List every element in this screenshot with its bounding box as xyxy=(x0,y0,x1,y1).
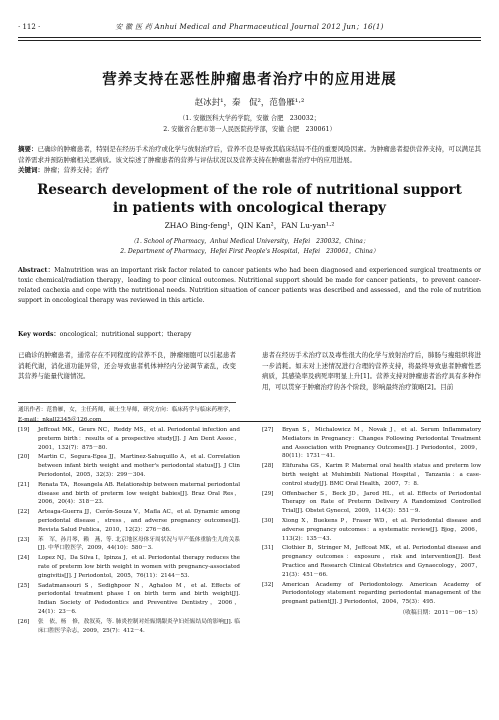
article-title-en xyxy=(0,181,499,217)
affiliation-cn-2: 2. 安徽省合肥市第一人民医院药学部，安徽 合肥 230061） xyxy=(163,126,336,133)
reference-number: [21] xyxy=(18,481,30,488)
reference-text: American Academy of Periodontology. American Academy of Periodontology statement regarding periodontal management of the pregnant patient[J]. J Periodontol，2004，75(3)：495. xyxy=(282,581,481,606)
reference-item xyxy=(262,426,481,461)
reference-text: Arteaga-Guerra JJ，Cerón-Souza V，Mafla AC，et al. Dynamic among periodontal disease，stress，and adverse pregnancy outcomes[J]. Revista Salud Publica，2010，12(2)：276－86. xyxy=(38,509,240,533)
reference-item xyxy=(18,536,240,554)
reference-item xyxy=(18,582,240,617)
reference-text: Sadatmansouri S，Sedighpoor N，Aghaloo M，et al. Effects of periodontal treatment phase I on birth term and birth weight[J]. Indian Society of Pedodontics and Preventive Dentistry，2006，24(1)：23－6. xyxy=(38,582,240,615)
header-rule-thin xyxy=(18,40,481,41)
reference-number: [31] xyxy=(262,545,274,552)
reference-item xyxy=(18,508,240,534)
reference-text: Renata TA，Rosangela AB. Relationship between maternal periodontal disease and birth of preterm low weight babies[J]. Braz Oral Res，2006，20(4)：318－23. xyxy=(38,481,240,506)
page-number: · 112 · xyxy=(18,23,41,31)
abstract-cn-text: 已确诊的肿瘤患者，特别是在经历手术治疗或化学与放射治疗后，营养不良是导致其临床结局不佳的重要风险因素。为肿瘤患者提供营养支持，可以满足其营养需求并预防肿瘤相关恶病质。该文综述了肿瘤患者的营养与评估状况以及营养支持在肿瘤患者治疗中的应用进展。 xyxy=(18,145,482,164)
reference-item xyxy=(262,462,481,488)
abstract-cn xyxy=(18,144,481,176)
reference-number: [29] xyxy=(262,490,274,497)
references-right xyxy=(262,426,481,618)
reference-number: [25] xyxy=(18,582,30,589)
reference-number: [26] xyxy=(18,618,30,625)
reference-text: Offenbacher S，Beck JD，Jared HL，et al. Effects of Periodontal Therapy on Rate of Preterm Delivery A Randomized Controlled Trial[J]. Obstet Gynecol，2009，114(3)：551－9. xyxy=(282,490,481,515)
authors-cn: 赵冰封¹，秦 侃²，范鲁雁¹·² xyxy=(194,98,305,108)
reference-text: Elifuraha GS，Karim P. Maternal oral health status and preterm low birth weight at Muhimbili National Hospital，Tanzania：a case-control study[J]. BMC Oral Health，2007，7：8. xyxy=(282,463,481,487)
reference-item xyxy=(18,554,240,580)
affiliation-en-1: （1. School of Pharmacy，Anhui Medical University，Hefei 230032，China； xyxy=(130,238,369,245)
title-en-line-1: Research development of the role of nutritional support xyxy=(37,182,462,198)
affiliation-en-2: 2. Department of Pharmacy，Hefei First People's Hospital，Hefei 230061，China） xyxy=(120,248,379,255)
reference-item xyxy=(262,544,481,579)
references-divider xyxy=(18,421,481,422)
reference-item xyxy=(262,490,481,516)
authors-en: ZHAO Bing-feng¹，QIN Kan²，FAN Lu-yan¹·² xyxy=(164,221,335,230)
journal-header: 安 徽 医 药 Anhui Medical and Pharmaceutical Journal 2012 Jun；16(1) xyxy=(115,23,384,31)
reference-text: Bryan S，Michalowicz M，Novak J，et al. Serum Inflammatory Mediators in Pregnancy：Changes Following Periodontal Treatment and Association with Pregnancy Outcomes[J]. J Periodontol，2009，80(11)：1731－41. xyxy=(282,427,481,460)
body-text-left: 已确诊的肿瘤患者，通常存在不同程度的营养不良，肿瘤细胞可以引起患者消耗代谢，消化道功能异常，还会导致患者机体神经内分泌调节紊乱，改变其营养与能量代谢情况。 xyxy=(18,351,236,380)
keywords-cn: 肿瘤；营养支持；治疗 xyxy=(44,166,109,174)
corresponding-author-footnote: 通讯作者：范鲁雁，女，主任药师，硕士生导师，研究方向：临床药学与临床药理学，E-mail：nkall2345＠126.com xyxy=(18,402,236,425)
article-title-cn: 营养支持在恶性肿瘤患者治疗中的应用进展 xyxy=(102,71,397,88)
reference-number: [30] xyxy=(262,517,274,524)
keywords-cn-label: 关键词： xyxy=(18,166,44,174)
reference-text: 苯 军，孙月琴，赖 燕，等. 北京地区母体牙周状况与早产低体重胎生儿的关系[J]. 中华口腔医学，2009，44(10)：580－3. xyxy=(38,536,240,552)
reference-number: [19] xyxy=(18,427,30,433)
keywords-en-label: Key words： xyxy=(18,331,60,338)
reference-item xyxy=(18,618,240,636)
reference-text: 张 依，杨 修，敖叙英，等. 肺炎控制对妊娠期龈炎孕妇妊娠结局的影响[J]. 临床口腔医学杂志，2009，25(7)：412－4. xyxy=(38,618,240,634)
reference-text: Martin C，Segura-Egea JJ，Martinez-Sahuquillo A，et al. Correlation between infant birth weight and mother's periodontal status[J]. J Clin Periodontol，2005，32(3)：299－304. xyxy=(38,454,240,478)
reference-text: Jeffcoat MK，Geurs NC，Reddy MS，et al. Periodontal infection and preterm birth：results of a prospective study[J]. J Am Dent Assoc，2001，132(7)：875－80. xyxy=(38,427,240,451)
keywords-en-line xyxy=(18,329,481,338)
reference-item xyxy=(262,581,481,607)
reference-item xyxy=(18,481,240,507)
references-left xyxy=(18,426,240,636)
reference-item xyxy=(262,517,481,543)
running-header xyxy=(18,20,481,34)
abstract-en-text: Malnutrition was an important risk factor related to cancer patients who had been diagnosed and experienced surgical treatments or toxic chemical/radiation therapy，leading to poor clinical outcomes. Nutritional support should be made for cancer patients，to prevent cancer-related cachexia and cope with the nutritional needs. Nutrition situation of cancer patients was described and assessed，and the role of nutrition support in oncological therapy was reviewed in this article. xyxy=(18,267,481,304)
reference-item xyxy=(18,453,240,479)
received-date: （收稿日期：2011－06－15） xyxy=(399,609,481,616)
abstract-cn-label: 摘要： xyxy=(18,145,38,153)
reference-number: [20] xyxy=(18,454,30,461)
abstract-en xyxy=(18,266,481,306)
abstract-en-label: Abstract： xyxy=(18,267,55,274)
reference-number: [24] xyxy=(18,555,30,562)
reference-text: Lopez NJ，Da Silva I，Ipinza J，et al. Periodontal therapy reduces the rate of preterm low birth weight in women with pregnancy-associated gingivitis[J]. J Periodontol，2005，76(11)：2144－53. xyxy=(38,555,240,579)
reference-number: [28] xyxy=(262,463,274,470)
title-en-line-2: in patients with oncological therapy xyxy=(113,200,386,216)
header-rule xyxy=(18,37,481,38)
reference-text: Xiong X，Buekens P，Fraser WD，et al. Periodontal disease and adverse pregnancy outcomes：a systematic review[J]. Bjog，2006，113(2)：135－43. xyxy=(282,517,481,542)
body-text-right: 患者在经历手术治疗以及毒性很大的化学与放射治疗后，肺肠与瘦组织将进一步消耗。如未对上述情况进行合理的营养支持，将最终导致患者肿瘤性恶病质，其感染率及病死率明显上升[1]。营养支持对肿瘤患者治疗具有多种作用，可以贯穿于肿瘤治疗的各个阶段，影响最终治疗策略[2]。目前 xyxy=(262,351,481,391)
reference-number: [23] xyxy=(18,536,30,543)
reference-number: [22] xyxy=(18,509,30,516)
keywords-en: oncological；nutritional support；therapy xyxy=(59,331,192,338)
reference-number: [32] xyxy=(262,581,274,588)
reference-item xyxy=(18,426,240,452)
reference-text: Clothier B，Stringer M，Jeffcoat MK，et al. Periodontal disease and pregnancy outcomes：exposure，risk and intervention[J]. Best Practice and Research Clinical Obstetrics and Gynaecology，2007，21(3)：451－66. xyxy=(282,545,481,578)
affiliation-cn-1: （1. 安徽医科大学药学院，安徽 合肥 230032； xyxy=(178,115,321,122)
reference-number: [27] xyxy=(262,427,274,433)
